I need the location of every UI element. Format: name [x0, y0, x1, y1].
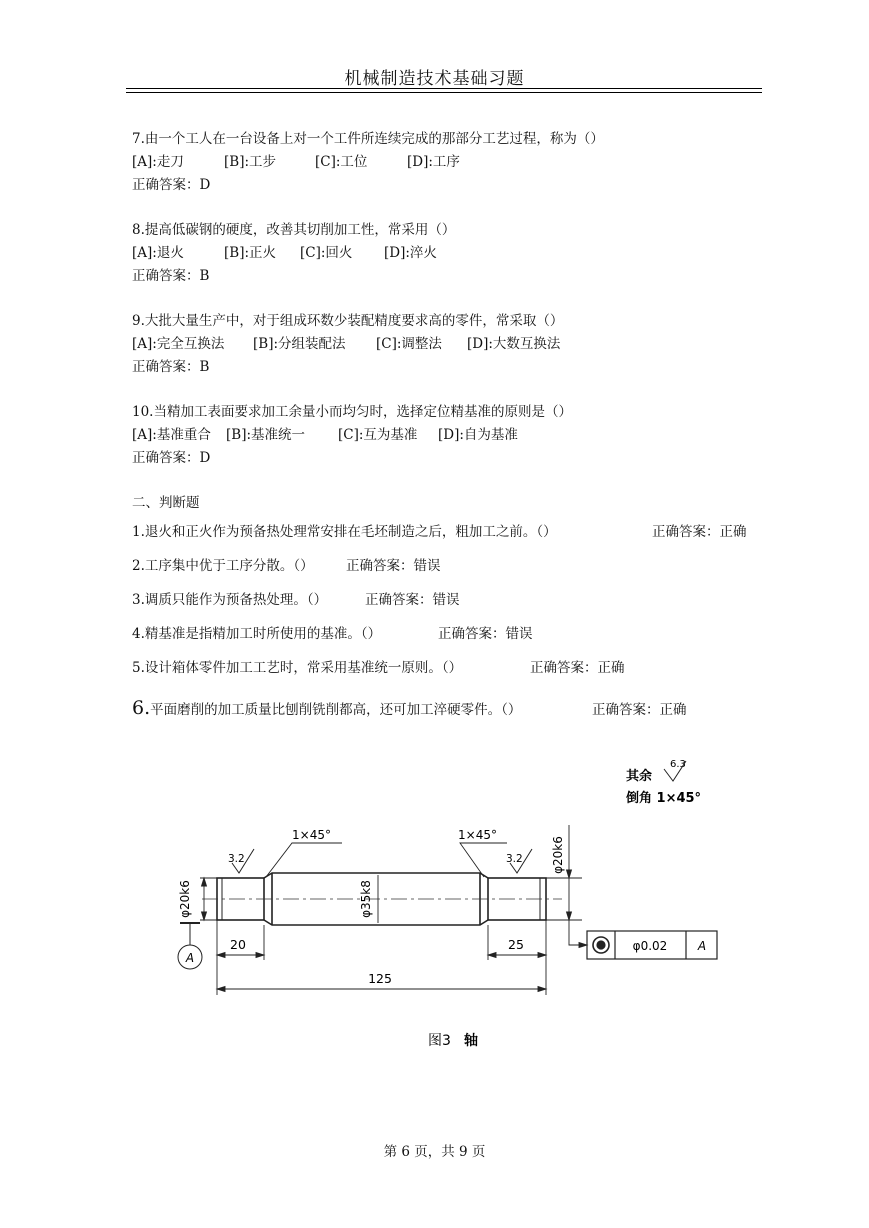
judge-item-2-answer: 正确答案：错误	[346, 558, 441, 574]
judge-item-6	[132, 699, 521, 719]
question-9-answer: 正确答案：B	[132, 359, 210, 375]
header-rule-thick	[126, 88, 762, 89]
question-10-stem: 10.当精加工表面要求加工余量小而均匀时，选择定位精基准的原则是（）	[132, 404, 572, 420]
judge-item-number: 6.	[132, 697, 151, 719]
option-a: [A]:退火	[132, 245, 184, 261]
judge-item-1-answer: 正确答案：正确	[652, 524, 747, 540]
shaft-drawing-svg	[132, 745, 742, 1065]
rest-label: 其余	[626, 769, 653, 784]
len-left-label: 20	[230, 937, 246, 952]
judge-item-text: 平面磨削的加工质量比刨削铣削都高，还可加工淬硬零件。（）	[150, 702, 522, 718]
question-7-options	[132, 153, 460, 171]
question-7-stem: 7.由一个工人在一台设备上对一个工件所连续完成的那部分工艺过程，称为（）	[132, 131, 604, 147]
datum-label: A	[185, 951, 195, 965]
judge-item-number: 2.	[132, 558, 145, 574]
judge-item-3-answer: 正确答案：错误	[365, 592, 460, 608]
header-title: 机械制造技术基础习题	[344, 69, 525, 89]
judge-item-2	[132, 557, 314, 575]
option-d: [D]:大数互换法	[467, 336, 561, 352]
middle-body-bottom	[264, 920, 488, 925]
judge-item-5-answer: 正确答案：正确	[530, 660, 625, 676]
judge-item-text: 工序集中优于工序分散。（）	[144, 558, 314, 574]
concentricity-inner-icon	[597, 941, 605, 949]
judge-item-text: 调质只能作为预备热处理。（）	[144, 592, 328, 608]
question-9-options	[132, 335, 560, 353]
middle-body-top	[264, 873, 488, 878]
option-d: [D]:自为基准	[438, 427, 518, 443]
dia-mid-label: φ35k8	[359, 880, 373, 918]
tolerance-datum: A	[697, 939, 707, 953]
judge-item-number: 5.	[132, 660, 145, 676]
question-8-answer: 正确答案：B	[132, 268, 210, 284]
question-7-answer: 正确答案：D	[132, 177, 211, 193]
judge-item-text: 精基准是指精加工时所使用的基准。（）	[144, 626, 382, 642]
option-b: [B]:工步	[224, 154, 277, 170]
chamfer-right-label: 1×45°	[458, 828, 497, 842]
judge-item-4-answer: 正确答案：错误	[438, 626, 533, 642]
judge-item-text: 设计箱体零件加工工艺时，常采用基准统一原则。（）	[144, 660, 463, 676]
option-c: [C]:互为基准	[338, 427, 418, 443]
option-d: [D]:工序	[407, 154, 460, 170]
option-c: [C]:回火	[300, 245, 353, 261]
chamfer-left-label: 1×45°	[292, 828, 331, 842]
option-c: [C]:调整法	[376, 336, 442, 352]
question-8-options	[132, 244, 437, 262]
option-b: [B]:正火	[224, 245, 277, 261]
question-8-stem: 8.提高低碳钢的硬度，改善其切削加工性，常采用（）	[132, 222, 456, 238]
question-10-options	[132, 426, 518, 444]
figure-caption-prefix: 图3	[428, 1033, 451, 1049]
question-9-stem: 9.大批大量生产中，对于组成环数少装配精度要求高的零件，常采取（）	[132, 313, 564, 329]
figure-caption-name: 轴	[464, 1033, 478, 1049]
option-a: [A]:走刀	[132, 154, 184, 170]
header-rule-thin	[126, 92, 762, 93]
option-a: [A]:基准重合	[132, 427, 211, 443]
judge-item-5	[132, 659, 462, 677]
page-footer: 第 6 页，共 9 页	[383, 1144, 486, 1160]
judge-item-3	[132, 591, 327, 609]
judge-item-number: 4.	[132, 626, 145, 642]
option-b: [B]:基准统一	[226, 427, 306, 443]
judge-item-number: 3.	[132, 592, 145, 608]
dia-left-label: φ20k6	[178, 880, 192, 918]
section-2-heading: 二、判断题	[132, 495, 200, 511]
rest-roughness-value: 6.3	[670, 759, 686, 770]
option-a: [A]:完全互换法	[132, 336, 225, 352]
roughness-right-label: 3.2	[506, 853, 523, 865]
judge-item-1	[132, 523, 557, 541]
shaft-drawing	[132, 745, 742, 1065]
chamfer-note: 倒角 1×45°	[626, 791, 702, 806]
option-b: [B]:分组装配法	[253, 336, 346, 352]
judge-item-6-answer: 正确答案：正确	[592, 702, 687, 718]
roughness-left-label: 3.2	[228, 853, 245, 865]
judge-item-text: 退火和正火作为预备热处理常安排在毛坯制造之后，粗加工之前。（）	[144, 524, 557, 540]
question-10-answer: 正确答案：D	[132, 450, 211, 466]
option-d: [D]:淬火	[384, 245, 437, 261]
judge-item-number: 1.	[132, 524, 145, 540]
len-total-label: 125	[368, 971, 392, 986]
option-c: [C]:工位	[315, 154, 368, 170]
tolerance-value: φ0.02	[632, 939, 668, 953]
judge-item-4	[132, 625, 381, 643]
dia-right-label: φ20k6	[551, 836, 565, 874]
len-right-label: 25	[508, 937, 524, 952]
